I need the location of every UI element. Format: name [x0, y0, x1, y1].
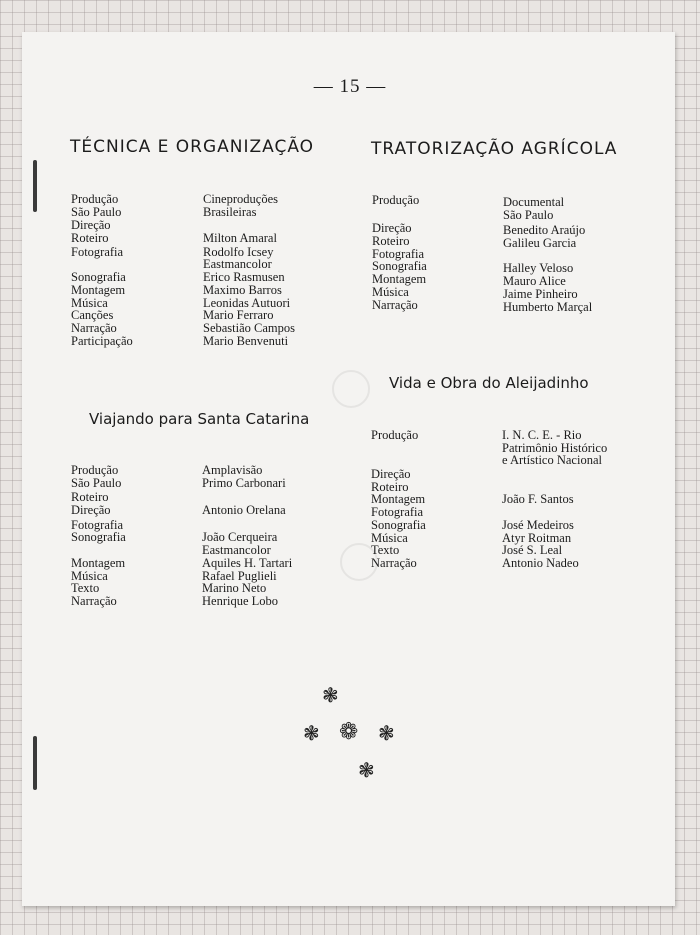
section-title-vida: Vida e Obra do Aleijadinho	[389, 374, 589, 392]
credit-name: São Paulo	[503, 207, 554, 222]
credit-name: Milton Amaral	[203, 231, 277, 246]
credit-name: Antonio Nadeo	[502, 555, 579, 570]
role: Música	[372, 284, 409, 299]
tratorizacao-names	[503, 196, 592, 313]
watermark-seal	[332, 370, 370, 408]
viajando-roles	[71, 464, 126, 608]
credit-name: Eastmancolor	[203, 257, 272, 272]
role: Direção	[71, 218, 111, 233]
role	[71, 544, 126, 557]
credit-name: Jaime Pinheiro	[503, 286, 578, 301]
credit-name: Eastmancolor	[202, 543, 271, 558]
role: Roteiro	[71, 231, 109, 246]
role: Música	[71, 295, 108, 310]
role: Produção	[372, 193, 420, 207]
role: Sonografia	[371, 517, 426, 532]
role: Sonografia	[372, 259, 427, 274]
role: Direção	[371, 467, 411, 482]
credit-name: e Artístico Nacional	[502, 453, 602, 468]
role: São Paulo	[71, 475, 122, 490]
credit-name: João F. Santos	[502, 492, 574, 507]
flower-ornament-icon: ❃	[303, 721, 320, 745]
role: Roteiro	[371, 479, 409, 494]
role: Sonografia	[71, 530, 126, 545]
credit-name: Benedito Araújo	[503, 223, 586, 238]
role: Narração	[372, 297, 418, 312]
credit-name: Patrimônio Histórico	[502, 440, 608, 455]
credit-name: Mario Ferraro	[203, 308, 274, 323]
role: Fotografia	[71, 517, 124, 532]
credit-name: Primo Carbonari	[202, 475, 286, 490]
role: Produção	[371, 428, 419, 442]
credit-name: José S. Leal	[502, 543, 563, 558]
section-title-tratorizacao: TRATORIZAÇÃO AGRÍCOLA	[371, 139, 618, 159]
credit-name: Mauro Alice	[503, 274, 566, 289]
top-staple	[33, 160, 37, 212]
vida-roles	[371, 429, 426, 570]
credit-name: Brasileiras	[203, 204, 257, 219]
role: Direção	[372, 221, 412, 236]
tecnica-roles	[71, 193, 133, 347]
credit-name: Mario Benvenuti	[203, 333, 289, 348]
credit-name: Amplavisão	[202, 463, 263, 477]
role: Narração	[71, 593, 117, 608]
role: Fotografia	[71, 244, 124, 259]
credit-name: José Medeiros	[502, 517, 574, 532]
role: Narração	[71, 320, 117, 335]
credit-name: Henrique Lobo	[202, 593, 279, 608]
role: Música	[371, 530, 408, 545]
credit-name: Rodolfo Icsey	[203, 244, 274, 259]
role: Música	[71, 568, 108, 583]
credit-name: Sebastião Campos	[203, 320, 296, 335]
role: Roteiro	[71, 490, 109, 505]
credit-name: Documental	[503, 195, 565, 209]
role: Produção	[71, 463, 119, 477]
flower-ornament-icon: ❃	[322, 683, 339, 707]
tecnica-names	[203, 193, 295, 347]
center-flower-ornament-icon: ❁	[339, 719, 359, 745]
credit-name: Antonio Orelana	[202, 503, 286, 518]
page-number: — 15 —	[313, 76, 387, 97]
role: São Paulo	[71, 204, 122, 219]
role: Produção	[71, 192, 119, 206]
credit-name: Humberto Marçal	[503, 299, 593, 314]
credit-name: Aquiles H. Tartari	[202, 555, 293, 570]
flower-ornament-icon: ❃	[358, 758, 375, 782]
credit-name	[502, 468, 607, 481]
credit-name: Erico Rasmusen	[203, 270, 285, 285]
role: Montagem	[71, 282, 126, 297]
credit-name: Leonidas Autuori	[203, 295, 291, 310]
section-title-viajando: Viajando para Santa Catarina	[89, 410, 310, 428]
credit-name: Atyr Roitman	[502, 530, 572, 545]
flower-ornament-icon: ❃	[378, 721, 395, 745]
role: Texto	[371, 543, 400, 558]
role: Sonografia	[71, 270, 126, 285]
role: Narração	[371, 555, 417, 570]
credit-name: Rafael Puglieli	[202, 568, 277, 583]
credit-name: I. N. C. E. - Rio	[502, 428, 582, 442]
tratorizacao-roles	[372, 194, 427, 311]
viajando-names	[202, 464, 292, 608]
role: Montagem	[71, 555, 126, 570]
role: Texto	[71, 581, 100, 596]
role: Direção	[71, 503, 111, 518]
role: Montagem	[372, 272, 427, 287]
vida-names	[502, 429, 607, 570]
role: Montagem	[371, 492, 426, 507]
role	[371, 454, 426, 467]
credit-name: Maximo Barros	[203, 282, 282, 297]
role	[372, 207, 427, 220]
role	[371, 442, 426, 455]
role: Roteiro	[372, 234, 410, 249]
role: Fotografia	[371, 505, 424, 520]
credit-name: Halley Veloso	[503, 261, 574, 276]
role: Participação	[71, 333, 133, 348]
credit-name: João Cerqueira	[202, 530, 278, 545]
credit-name: Cineproduções	[203, 192, 278, 206]
bottom-staple	[33, 736, 37, 790]
role: Fotografia	[372, 246, 425, 261]
role: Canções	[71, 308, 114, 323]
section-title-tecnica: TÉCNICA E ORGANIZAÇÃO	[70, 137, 315, 157]
credit-name	[502, 506, 607, 519]
credit-name: Galileu Garcia	[503, 236, 577, 251]
credit-name: Marino Neto	[202, 581, 267, 596]
